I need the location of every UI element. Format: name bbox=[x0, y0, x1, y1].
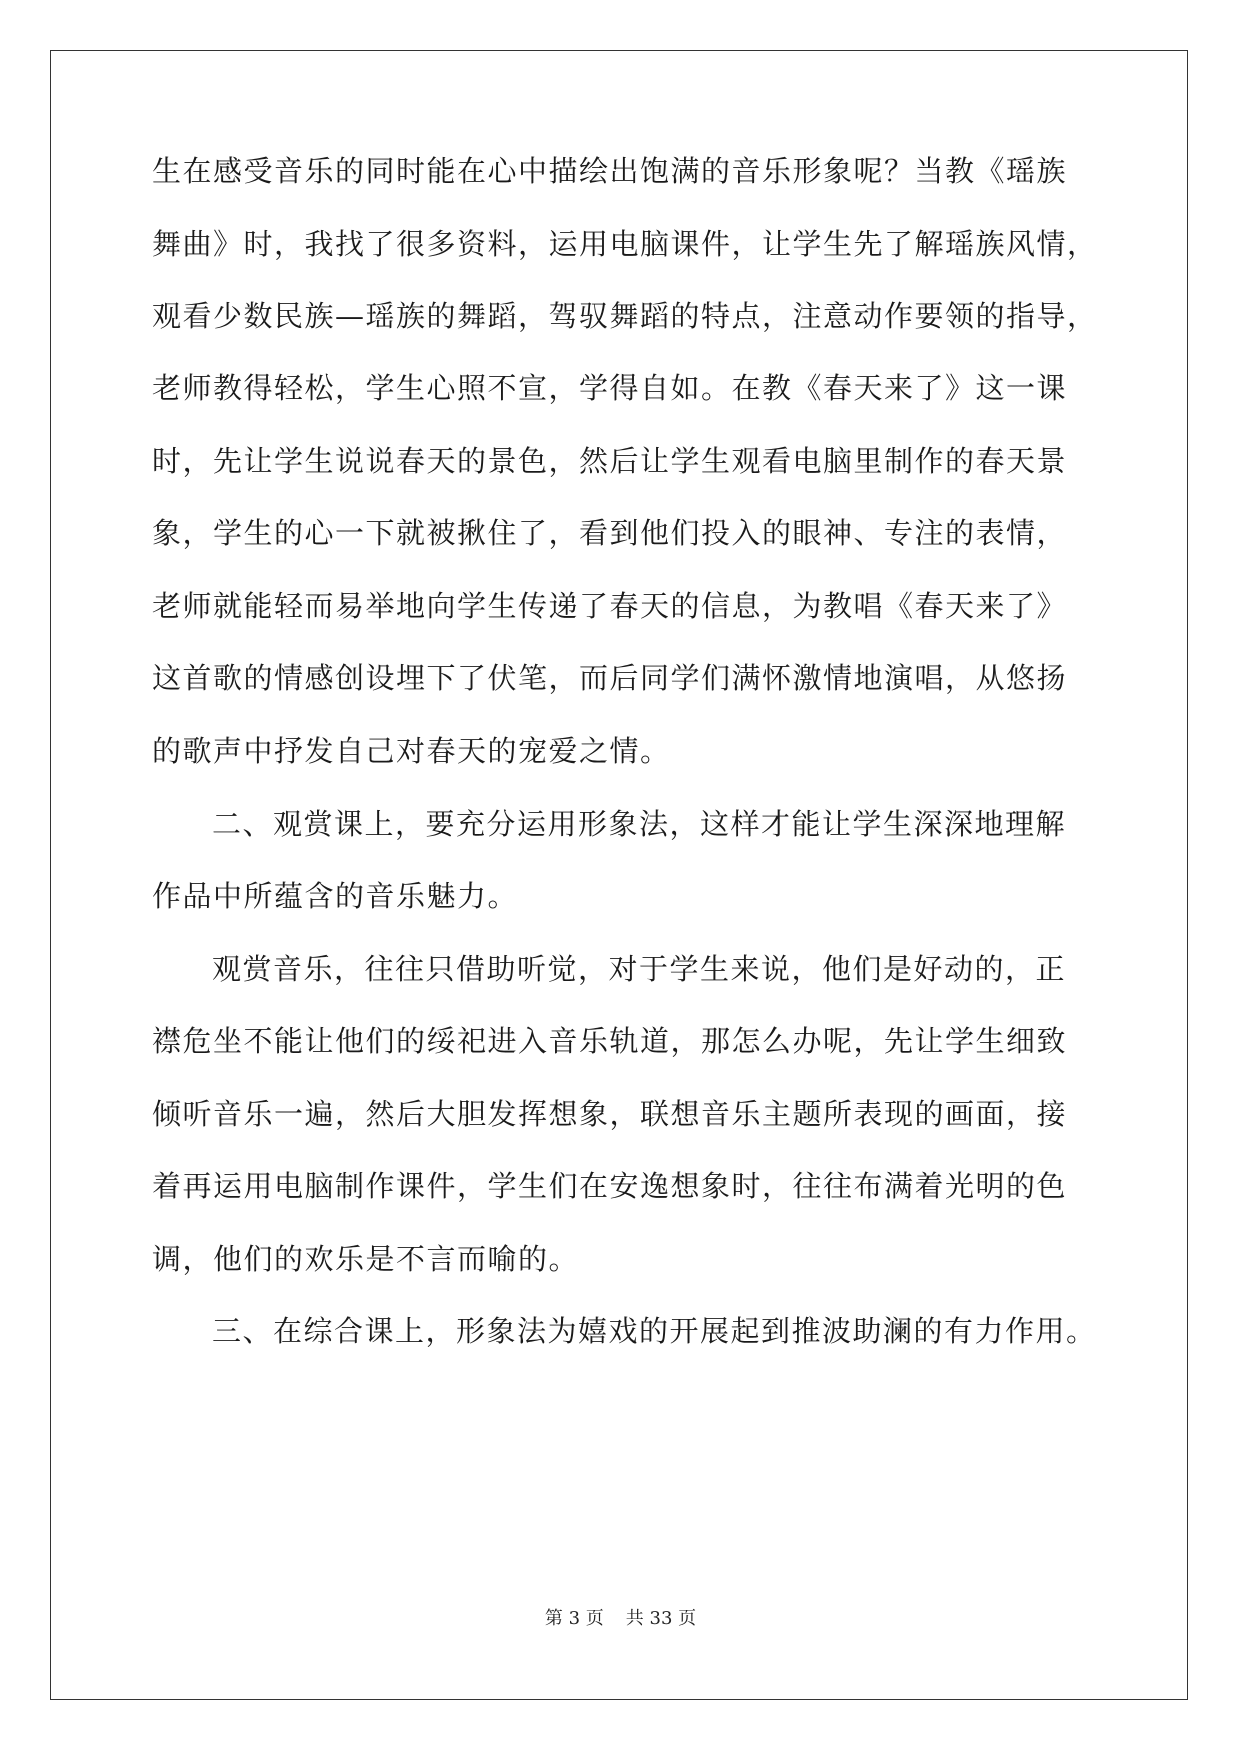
body-text-line: 时，先让学生说说春天的景色，然后让学生观看电脑里制作的春天景 bbox=[152, 444, 1068, 478]
body-text-line: 作品中所蕴含的音乐魅力。 bbox=[152, 879, 519, 913]
total-pages: 共 33 页 bbox=[625, 1608, 697, 1629]
body-text-line: 象，学生的心一下就被揪住了，看到他们投入的眼神、专注的表情， bbox=[152, 516, 1068, 550]
body-text-line: 的歌声中抒发自己对春天的宠爱之情。 bbox=[152, 734, 671, 768]
page-number: 第 3 页 bbox=[544, 1608, 604, 1629]
paragraph-start-line: 观赏音乐，往往只借助听觉，对于学生来说，他们是好动的，正 bbox=[212, 952, 1067, 986]
body-text-line: 老师教得轻松，学生心照不宣，学得自如。在教《春天来了》这一课 bbox=[152, 371, 1068, 405]
body-text-line: 倾听音乐一遍，然后大胆发挥想象，联想音乐主题所表现的画面，接 bbox=[152, 1097, 1068, 1131]
body-text-line: 舞曲》时，我找了很多资料，运用电脑课件，让学生先了解瑶族风情， bbox=[152, 227, 1098, 261]
body-text-line: 这首歌的情感创设埋下了伏笔，而后同学们满怀激情地演唱，从悠扬 bbox=[152, 661, 1068, 695]
body-text-line: 襟危坐不能让他们的绥祀进入音乐轨道，那怎么办呢，先让学生细致 bbox=[152, 1024, 1068, 1058]
paragraph-heading-line: 三、在综合课上，形象法为嬉戏的开展起到推波助澜的有力作用。 bbox=[212, 1314, 1097, 1348]
body-text-line: 生在感受音乐的同时能在心中描绘出饱满的音乐形象呢？当教《瑶族 bbox=[152, 154, 1068, 188]
page-footer bbox=[0, 1607, 1241, 1631]
body-text-line: 老师就能轻而易举地向学生传递了春天的信息，为教唱《春天来了》 bbox=[152, 589, 1068, 623]
body-text-line: 观看少数民族—瑶族的舞蹈，驾驭舞蹈的特点，注意动作要领的指导， bbox=[152, 299, 1098, 333]
body-text-line: 调，他们的欢乐是不言而喻的。 bbox=[152, 1242, 580, 1276]
paragraph-heading-line: 二、观赏课上，要充分运用形象法，这样才能让学生深深地理解 bbox=[212, 807, 1067, 841]
body-text-line: 着再运用电脑制作课件，学生们在安逸想象时，往往布满着光明的色 bbox=[152, 1169, 1068, 1203]
